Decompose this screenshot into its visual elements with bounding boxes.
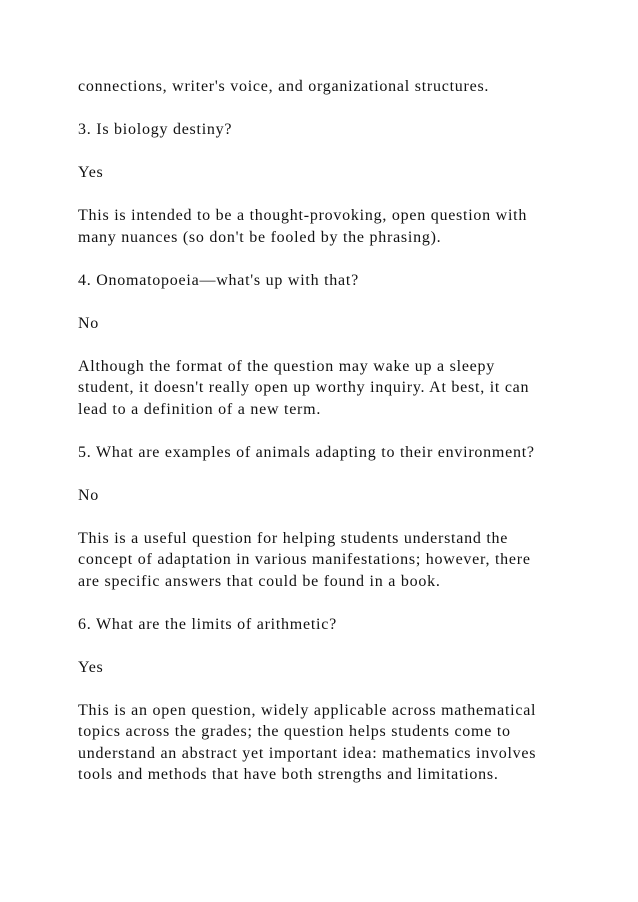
text-line: tools and methods that have both strengths and limitations. (78, 766, 499, 783)
text-line: This is an open question, widely applicable across mathematical (78, 701, 537, 719)
text-line: connections, writer's voice, and organizational structures. (78, 78, 490, 95)
text-line: Yes (78, 658, 104, 676)
answer-4 (78, 313, 578, 335)
text-line: concept of adaptation in various manifestations; however, there (78, 551, 531, 568)
question-6 (78, 614, 578, 636)
text-line: 4. Onomatopoeia—what's up with that? (78, 271, 359, 289)
text-line: Yes (78, 164, 104, 181)
explanation-4 (78, 356, 578, 421)
question-4 (78, 270, 578, 292)
text-line: This is a useful question for helping students understand the (78, 529, 509, 547)
text-line: lead to a definition of a new term. (78, 400, 322, 418)
answer-3 (78, 162, 578, 184)
text-line: This is intended to be a thought-provoking, open question with (78, 207, 528, 224)
text-line: 6. What are the limits of arithmetic? (78, 615, 337, 633)
text-line: understand an abstract yet important idea: mathematics involves (78, 744, 537, 762)
text-line: topics across the grades; the question helps students come to (78, 723, 511, 740)
answer-6 (78, 657, 578, 679)
explanation-6 (78, 700, 578, 786)
text-line: student, it doesn't really open up worthy inquiry. At best, it can (78, 379, 530, 396)
text-line: are specific answers that could be found in a book. (78, 572, 441, 590)
document-body (78, 76, 578, 807)
text-line: many nuances (so don't be fooled by the phrasing). (78, 228, 442, 246)
explanation-5 (78, 528, 578, 593)
text-line: Although the format of the question may wake up a sleepy (78, 357, 496, 375)
explanation-3 (78, 205, 578, 248)
paragraph-continuation (78, 76, 578, 98)
text-line: No (78, 314, 100, 332)
question-5 (78, 442, 578, 464)
question-3 (78, 119, 578, 141)
text-line: 3. Is biology destiny? (78, 121, 233, 138)
answer-5 (78, 485, 578, 507)
text-line: No (78, 486, 100, 504)
text-line: 5. What are examples of animals adapting to their environment? (78, 443, 535, 461)
